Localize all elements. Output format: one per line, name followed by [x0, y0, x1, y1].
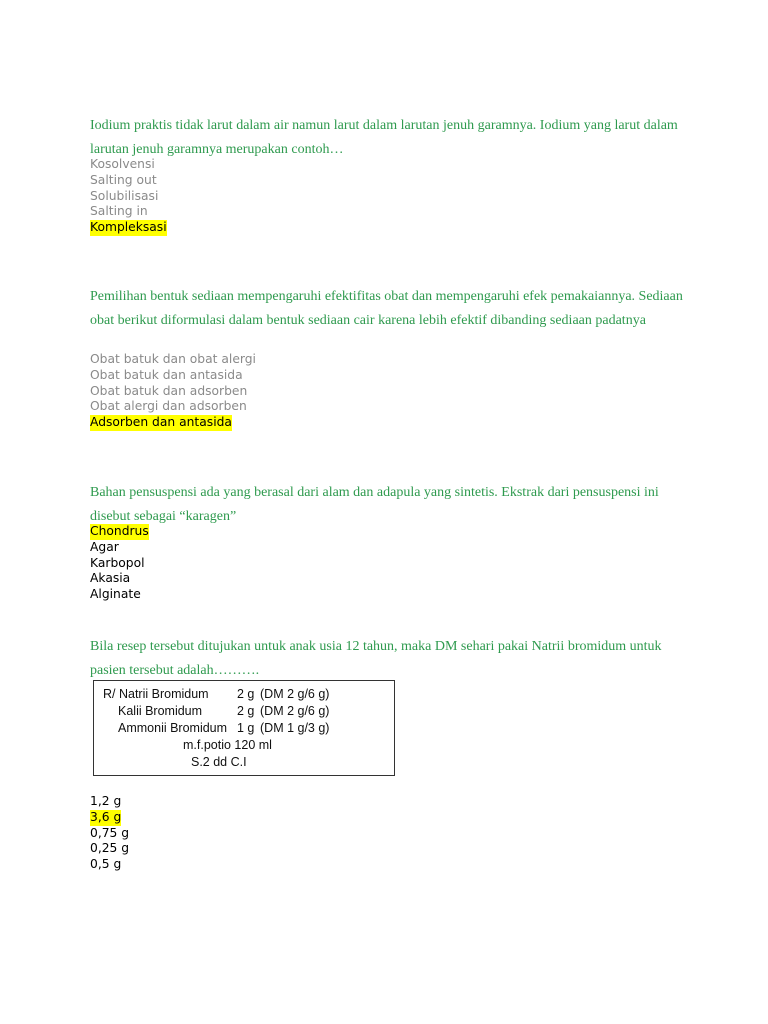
question-4-options: [90, 794, 129, 873]
option: Obat batuk dan obat alergi: [90, 352, 256, 366]
option: Obat batuk dan antasida: [90, 367, 243, 382]
prescription-line-1-dm: (DM 2 g/6 g): [260, 687, 330, 701]
prescription-line-3-dose: 1 g: [237, 721, 255, 735]
prescription-line-5: S.2 dd C.I: [191, 755, 247, 769]
option: Alginate: [90, 587, 141, 602]
question-3-options: [90, 524, 149, 603]
prescription-line-3-dm: (DM 1 g/3 g): [260, 721, 330, 735]
question-1-text: Iodium praktis tidak larut dalam air namun larut dalam larutan jenuh garamnya. Iodium yang larut dalam larutan jenuh garamnya merupakan contoh…: [90, 118, 678, 157]
prescription-line-1-name: R/ Natrii Bromidum: [103, 687, 209, 701]
option: Salting out: [90, 172, 157, 187]
option: Kosolvensi: [90, 157, 155, 171]
prescription-line-3-name: Ammonii Bromidum: [118, 721, 228, 735]
option: Salting in: [90, 204, 148, 219]
option: 0,25 g: [90, 841, 130, 856]
prescription-line-2-dose: 2 g: [237, 704, 255, 718]
question-2-options: [90, 352, 256, 431]
highlighted-answer: 3,6 g: [90, 809, 122, 824]
question-1-options: [90, 157, 167, 236]
prescription-line-1-dose: 2 g: [237, 687, 255, 701]
prescription-line-4: m.f.potio 120 ml: [183, 738, 272, 752]
highlighted-answer: Adsorben dan antasida: [90, 415, 232, 430]
highlighted-answer: Kompleksasi: [90, 220, 167, 235]
option: Obat alergi dan adsorben: [90, 399, 247, 414]
prescription-box: [93, 680, 395, 776]
option: Solubilisasi: [90, 188, 159, 203]
prescription-line-2-name: Kalii Bromidum: [118, 704, 203, 718]
question-3-text: Bahan pensuspensi ada yang berasal dari alam dan adapula yang sintetis. Ekstrak dari pensuspensi ini disebut sebagai “karagen”: [90, 485, 659, 524]
option: Akasia: [90, 571, 131, 586]
highlighted-answer: Chondrus: [90, 524, 149, 538]
option: Obat batuk dan adsorben: [90, 383, 248, 398]
option: Agar: [90, 539, 119, 554]
option: 0,5 g: [90, 857, 122, 872]
option: 0,75 g: [90, 825, 130, 840]
question-4-text: Bila resep tersebut ditujukan untuk anak usia 12 tahun, maka DM sehari pakai Natrii bromidum untuk pasien tersebut adalah……….: [90, 639, 662, 678]
option: Karbopol: [90, 555, 145, 570]
question-2-text: Pemilihan bentuk sediaan mempengaruhi efektifitas obat dan mempengaruhi efek pemakaiannya. Sediaan obat berikut diformulasi dalam bentuk sediaan cair karena lebih efektif dibanding sediaan padatnya: [90, 289, 683, 328]
option: 1,2 g: [90, 794, 122, 808]
prescription-line-2-dm: (DM 2 g/6 g): [260, 704, 330, 718]
